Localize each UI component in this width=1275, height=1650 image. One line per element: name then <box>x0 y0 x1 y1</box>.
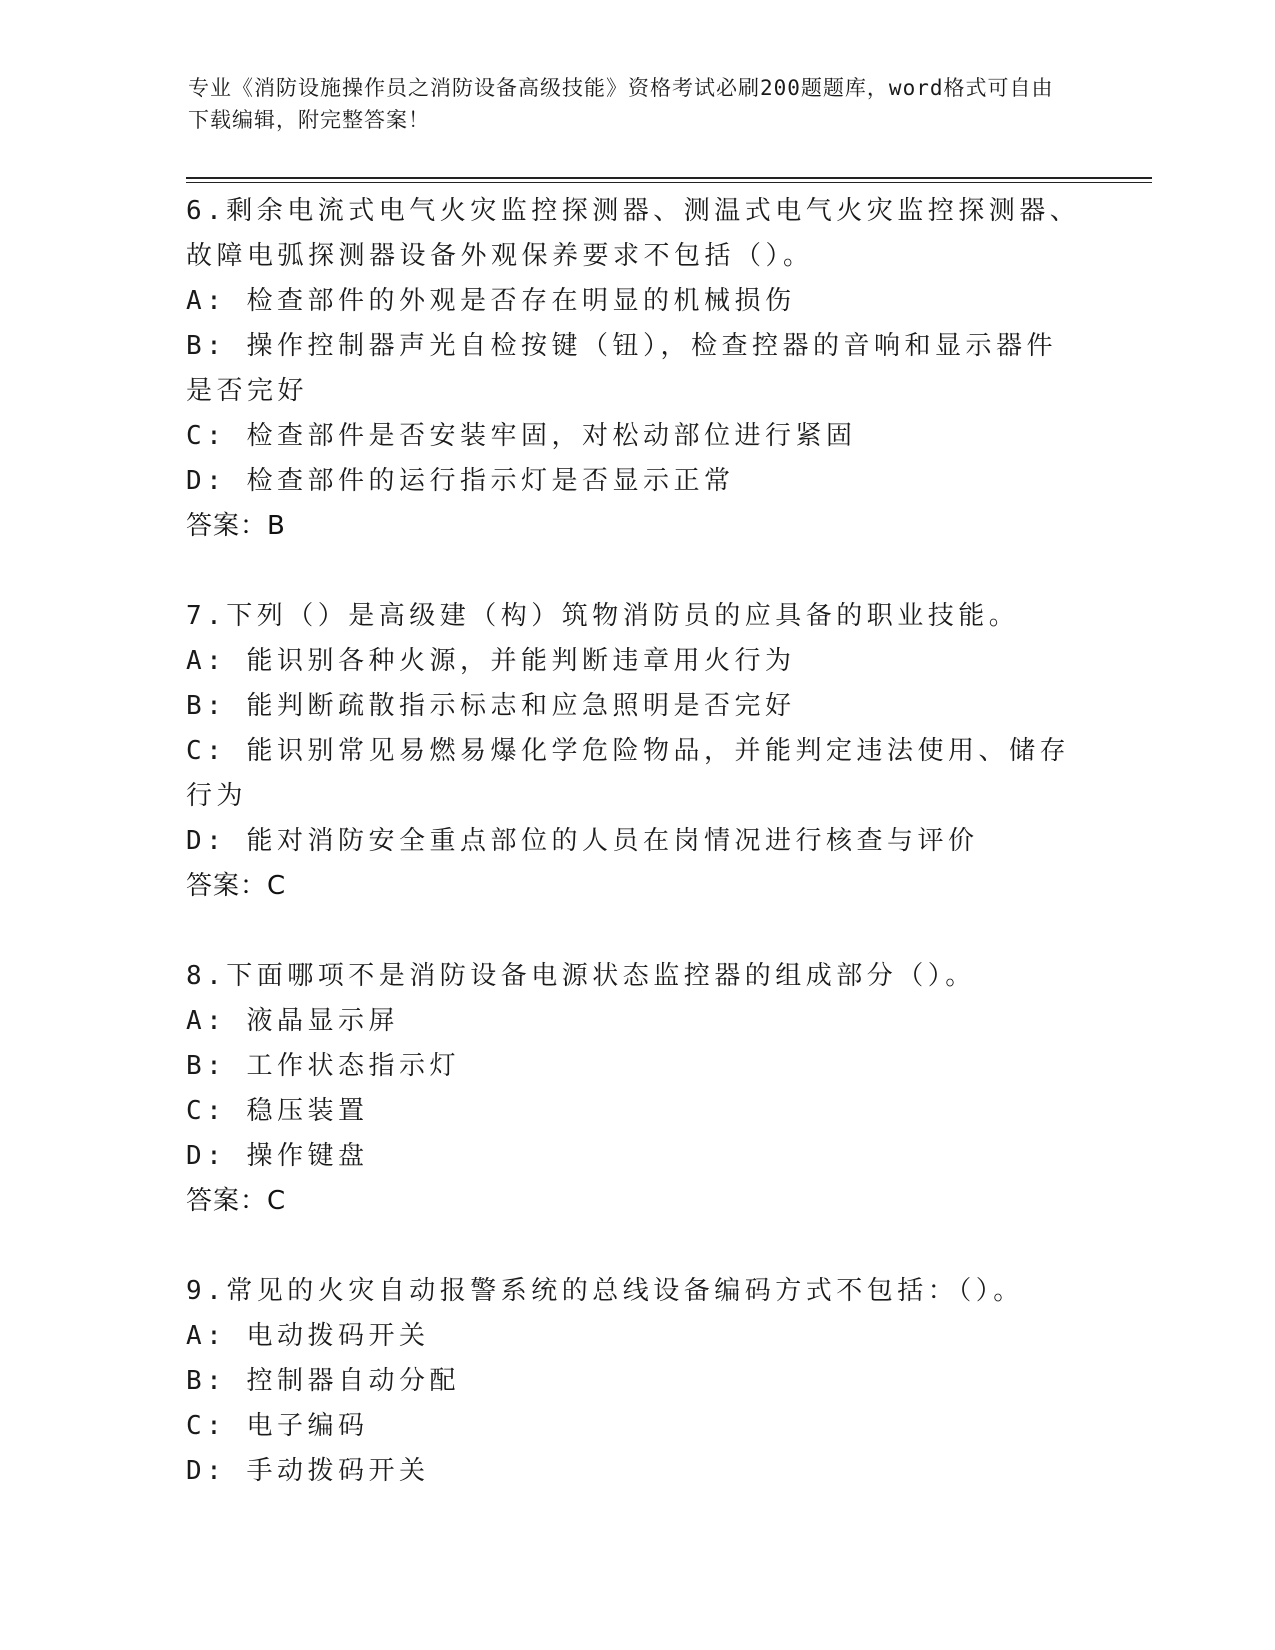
option-b: B: 控制器自动分配 <box>186 1366 460 1396</box>
answer-label: 答案：C <box>186 871 287 901</box>
option-d: D: 能对消防安全重点部位的人员在岗情况进行核查与评价 <box>186 826 979 856</box>
option-a: A: 电动拨码开关 <box>186 1321 430 1351</box>
question-8 <box>186 954 1086 1224</box>
option-d: D: 操作键盘 <box>186 1141 369 1171</box>
question-stem: 6.剩余电流式电气火灾监控探测器、测温式电气火灾监控探测器、故障电弧探测器设备外观保养要求不包括（）。 <box>186 196 1081 271</box>
option-c: C: 电子编码 <box>186 1411 369 1441</box>
question-list <box>186 189 1086 1539</box>
option-b: B: 能判断疏散指示标志和应急照明是否完好 <box>186 691 796 721</box>
option-c: C: 能识别常见易燃易爆化学危险物品，并能判定违法使用、储存行为 <box>186 736 1070 811</box>
answer-label: 答案：B <box>186 511 286 541</box>
option-b: B: 操作控制器声光自检按键（钮），检查控器的音响和显示器件是否完好 <box>186 331 1057 406</box>
question-stem: 8.下面哪项不是消防设备电源状态监控器的组成部分（）。 <box>186 961 976 991</box>
option-b: B: 工作状态指示灯 <box>186 1051 460 1081</box>
question-stem: 7.下列（）是高级建（构）筑物消防员的应具备的职业技能。 <box>186 601 1020 631</box>
question-6 <box>186 189 1086 549</box>
answer-label: 答案：C <box>186 1186 287 1216</box>
header-rule-thin <box>186 182 1152 183</box>
question-9 <box>186 1269 1086 1494</box>
option-c: C: 检查部件是否安装牢固，对松动部位进行紧固 <box>186 421 857 451</box>
header-rule-thick <box>186 177 1152 179</box>
document-header: 专业《消防设施操作员之消防设备高级技能》资格考试必刷200题题库，word格式可自由下载编辑，附完整答案！ <box>188 76 1054 132</box>
option-d: D: 手动拨码开关 <box>186 1456 430 1486</box>
question-7 <box>186 594 1086 909</box>
option-a: A: 液晶显示屏 <box>186 1006 399 1036</box>
option-c: C: 稳压装置 <box>186 1096 369 1126</box>
option-d: D: 检查部件的运行指示灯是否显示正常 <box>186 466 735 496</box>
option-a: A: 能识别各种火源，并能判断违章用火行为 <box>186 646 796 676</box>
option-a: A: 检查部件的外观是否存在明显的机械损伤 <box>186 286 796 316</box>
question-stem: 9.常见的火灾自动报警系统的总线设备编码方式不包括：（）。 <box>186 1276 1024 1306</box>
